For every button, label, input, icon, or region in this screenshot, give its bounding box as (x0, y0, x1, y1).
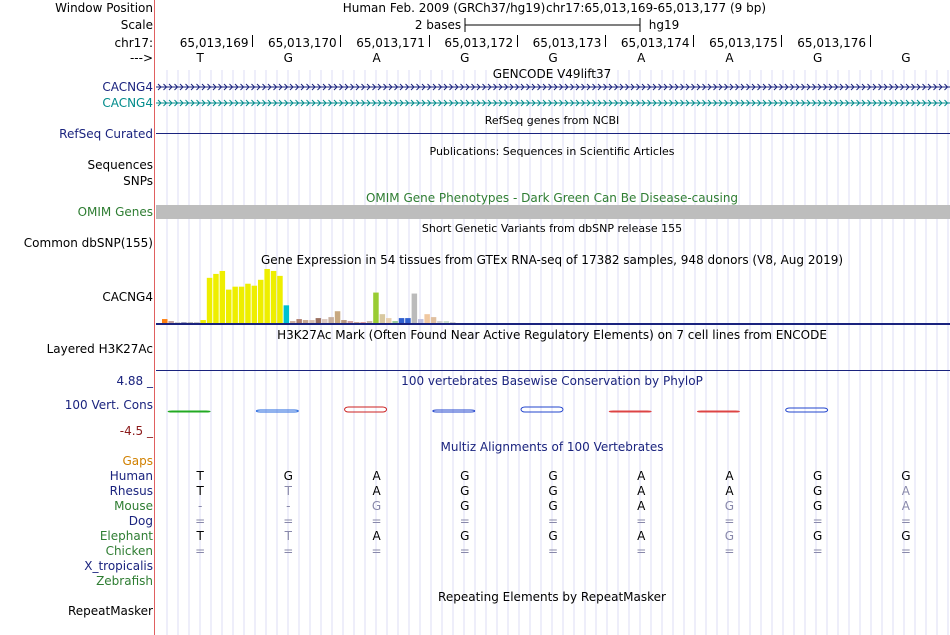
gtex-tissue-bar (380, 314, 386, 323)
aligned-base: = (900, 514, 911, 528)
gtex-tissue-bar (386, 318, 392, 323)
gtex-tissue-bar (258, 280, 264, 323)
gtex-tissue-bar (194, 322, 200, 323)
aligned-base: G (724, 499, 735, 513)
window-position-label: Window Position (55, 1, 153, 15)
aligned-base: = (371, 544, 382, 558)
multiz-track-title[interactable]: Multiz Alignments of 100 Vertebrates (440, 440, 664, 454)
aligned-base: T (284, 529, 292, 543)
conservation-max-value: 4.88 _ (116, 374, 153, 388)
scale-bar (460, 16, 650, 34)
gtex-tissue-bar (373, 293, 379, 323)
scale-label: Scale (120, 18, 153, 32)
phylop-score-glyph (433, 410, 475, 412)
phylop-score-glyph (697, 411, 739, 412)
phylop-score-glyph (168, 411, 210, 412)
aligned-base: G (813, 499, 823, 513)
aligned-base: = (371, 514, 382, 528)
species-label[interactable]: Human (109, 469, 153, 483)
gtex-track-title[interactable]: Gene Expression in 54 tissues from GTEx RNA-seq of 17382 samples, 948 donors (V8, Aug 2019) (260, 253, 844, 267)
aligned-base: = (195, 544, 206, 558)
track-label-common-dbsnp[interactable]: Common dbSNP(155) (23, 236, 153, 250)
gtex-tissue-bar (437, 321, 443, 323)
gtex-tissue-bar (271, 271, 277, 323)
aligned-base: = (459, 544, 470, 558)
ruler-position[interactable]: 65,013,169 (179, 36, 249, 50)
species-label[interactable]: Mouse (114, 499, 153, 513)
species-label[interactable]: Elephant (99, 529, 153, 543)
aligned-base: G (724, 529, 735, 543)
gtex-tissue-bar (207, 278, 213, 323)
phylop-score-glyph (609, 411, 651, 412)
ruler-tick (605, 35, 606, 47)
aligned-base: A (725, 484, 734, 498)
aligned-base: = (724, 514, 735, 528)
reference-base: G (813, 51, 823, 65)
ruler-position[interactable]: 65,013,172 (444, 36, 514, 50)
aligned-base: T (196, 469, 204, 483)
ruler-tick (340, 35, 341, 47)
aligned-base: A (372, 469, 381, 483)
gtex-tissue-bar (431, 317, 437, 323)
scale-db-label: hg19 (648, 18, 680, 32)
aligned-base: = (900, 544, 911, 558)
aligned-base: = (636, 514, 647, 528)
track-label-gtex-cacng4[interactable]: CACNG4 (102, 290, 153, 304)
strand-arrow-label: ---> (129, 51, 153, 65)
h3k27ac-track-title[interactable]: H3K27Ac Mark (Often Found Near Active Regulatory Elements) on 7 cell lines from ENCODE (277, 328, 827, 342)
aligned-base: A (372, 529, 381, 543)
reference-base: G (901, 51, 911, 65)
species-label[interactable]: X_tropicalis (84, 559, 153, 573)
conservation-min-value: -4.5 _ (119, 424, 153, 438)
scale-bar-label: 2 bases (414, 18, 462, 32)
aligned-base: = (283, 544, 294, 558)
track-label-repeatmasker[interactable]: RepeatMasker (67, 604, 153, 618)
aligned-base: A (637, 484, 646, 498)
gtex-tissue-bar (188, 322, 194, 323)
aligned-base: = (547, 514, 559, 528)
track-label-gaps[interactable]: Gaps (122, 454, 153, 468)
aligned-base: G (283, 469, 293, 483)
refseq-gene-line[interactable] (156, 133, 950, 134)
reference-base: G (283, 51, 293, 65)
ruler-position[interactable]: 65,013,176 (797, 36, 867, 50)
reference-base: A (725, 51, 734, 65)
species-label[interactable]: Rhesus (109, 484, 153, 498)
aligned-base: G (548, 499, 558, 513)
chromosome-label: chr17: (114, 36, 153, 50)
ruler-position[interactable]: 65,013,175 (709, 36, 778, 50)
reference-base: A (372, 51, 381, 65)
gtex-tissue-bar (264, 269, 270, 323)
aligned-base: = (724, 544, 735, 558)
aligned-base: A (637, 469, 646, 483)
reference-base: A (637, 51, 646, 65)
gtex-tissue-bar (354, 322, 360, 323)
ruler-position[interactable]: 65,013,173 (532, 36, 602, 50)
reference-base: G (460, 51, 470, 65)
aligned-base: A (372, 484, 381, 498)
gtex-tissue-bar (360, 322, 366, 323)
aligned-base: A (637, 529, 646, 543)
publications-track-title[interactable]: Publications: Sequences in Scientific Articles (429, 145, 675, 158)
gtex-tissue-bar (277, 276, 283, 323)
gtex-tissue-bar (290, 321, 296, 323)
aligned-base: A (725, 469, 734, 483)
repeatmasker-track-title[interactable]: Repeating Elements by RepeatMasker (438, 590, 666, 604)
gtex-tissue-bar (162, 319, 168, 323)
phylop-score-glyph (521, 407, 563, 412)
gtex-tissue-bar (220, 271, 226, 323)
aligned-base: G (371, 499, 382, 513)
gtex-tissue-bar (309, 320, 315, 323)
ruler-tick (252, 35, 253, 47)
aligned-base: - (197, 499, 203, 513)
aligned-base: G (460, 499, 470, 513)
gtex-tissue-bar (424, 314, 430, 323)
gtex-tissue-bar (296, 319, 302, 323)
gtex-tissue-bar (181, 322, 187, 323)
gtex-tissue-bar (175, 322, 181, 323)
phylop-track-title[interactable]: 100 vertebrates Basewise Conservation by PhyloP (401, 374, 703, 388)
aligned-base: G (460, 484, 470, 498)
track-label-refseq-curated[interactable]: RefSeq Curated (59, 127, 153, 141)
aligned-base: T (284, 484, 292, 498)
aligned-base: = (812, 514, 823, 528)
ruler-position[interactable]: 65,013,174 (620, 36, 690, 50)
gtex-tissue-bar (168, 321, 174, 323)
phylop-score-glyph (256, 410, 298, 412)
gtex-tissue-bar (328, 317, 334, 323)
ruler-tick (693, 35, 694, 47)
gtex-tissue-bar (405, 318, 411, 323)
gtex-tissue-bar (412, 294, 418, 323)
gtex-tissue-bar (450, 322, 456, 323)
gtex-tissue-bar (399, 318, 405, 323)
phylop-conservation-plot[interactable] (156, 398, 950, 422)
aligned-base: = (636, 544, 647, 558)
gtex-tissue-bar (367, 321, 373, 323)
dbsnp-track-title[interactable]: Short Genetic Variants from dbSNP release 155 (421, 222, 683, 235)
aligned-base: = (812, 544, 823, 558)
gtex-tissue-bar (303, 320, 309, 323)
gtex-tissue-bar (335, 311, 341, 323)
track-label-layered-h3k27ac[interactable]: Layered H3K27Ac (46, 342, 153, 356)
aligned-base: = (283, 514, 294, 528)
gtex-tissue-bar (252, 286, 258, 323)
ruler-tick (429, 35, 430, 47)
aligned-base: = (195, 514, 206, 528)
species-label[interactable]: Zebrafish (96, 574, 153, 588)
aligned-base: T (196, 484, 204, 498)
track-label-cacng4-alt[interactable]: CACNG4 (102, 96, 153, 110)
aligned-base: G (460, 529, 470, 543)
aligned-base: G (813, 484, 823, 498)
phylop-score-glyph (345, 407, 387, 412)
gtex-tissue-bar (392, 321, 398, 323)
refseq-track-title[interactable]: RefSeq genes from NCBI (484, 114, 620, 127)
gtex-tissue-bar (322, 319, 328, 323)
gtex-tissue-bar (226, 290, 232, 323)
track-label-snps[interactable]: SNPs (123, 174, 153, 188)
reference-base: T (196, 51, 204, 65)
aligned-base: = (547, 544, 559, 558)
track-label-omim-genes[interactable]: OMIM Genes (77, 205, 153, 219)
gencode-track-title[interactable]: GENCODE V49lift37 (492, 67, 612, 81)
ruler-position[interactable]: 65,013,170 (267, 36, 337, 50)
gtex-tissue-bar (341, 320, 347, 323)
aligned-base: A (901, 499, 910, 513)
gtex-tissue-bar (418, 319, 424, 323)
gtex-tissue-bar (444, 321, 450, 323)
aligned-base: A (637, 499, 646, 513)
phylop-score-glyph (786, 408, 828, 412)
gtex-tissue-bar (232, 287, 238, 323)
aligned-base: G (548, 484, 558, 498)
species-label[interactable]: Chicken (105, 544, 153, 558)
gtex-tissue-bar (348, 321, 354, 323)
assembly-title: Human Feb. 2009 (GRCh37/hg19) (342, 1, 546, 15)
aligned-base: = (459, 514, 470, 528)
gtex-expression-chart[interactable] (156, 266, 950, 326)
gtex-tissue-bar (213, 274, 219, 323)
gtex-tissue-bar (316, 318, 322, 323)
aligned-base: G (901, 529, 911, 543)
track-label-cacng4-gencode[interactable]: CACNG4 (102, 80, 153, 94)
gtex-tissue-bar (200, 320, 206, 323)
ruler-position[interactable]: 65,013,171 (356, 36, 425, 50)
reference-base: G (548, 51, 558, 65)
aligned-base: G (548, 529, 558, 543)
gtex-tissue-bar (284, 305, 290, 323)
aligned-base: G (813, 469, 823, 483)
aligned-base: - (286, 499, 291, 513)
ruler-tick (781, 35, 782, 47)
ruler-tick (870, 35, 871, 47)
window-coordinates: chr17:65,013,169-65,013,177 (9 bp) (545, 1, 767, 15)
track-label-sequences[interactable]: Sequences (87, 158, 153, 172)
track-label-100-vert-cons[interactable]: 100 Vert. Cons (64, 398, 153, 412)
omim-track-title[interactable]: OMIM Gene Phenotypes - Dark Green Can Be Disease-causing (365, 191, 739, 205)
aligned-base: G (901, 469, 911, 483)
omim-gene-bar[interactable] (156, 205, 950, 219)
species-label[interactable]: Dog (128, 514, 153, 528)
aligned-base: G (460, 469, 470, 483)
ruler-tick (517, 35, 518, 47)
h3k27ac-baseline (156, 370, 950, 371)
aligned-base: G (548, 469, 558, 483)
aligned-base: G (813, 529, 823, 543)
gtex-tissue-bar (245, 284, 251, 323)
aligned-base: A (901, 484, 910, 498)
side-label-divider (154, 0, 155, 635)
aligned-base: T (196, 529, 204, 543)
gene-models[interactable] (156, 80, 950, 110)
gtex-tissue-bar (239, 287, 245, 323)
